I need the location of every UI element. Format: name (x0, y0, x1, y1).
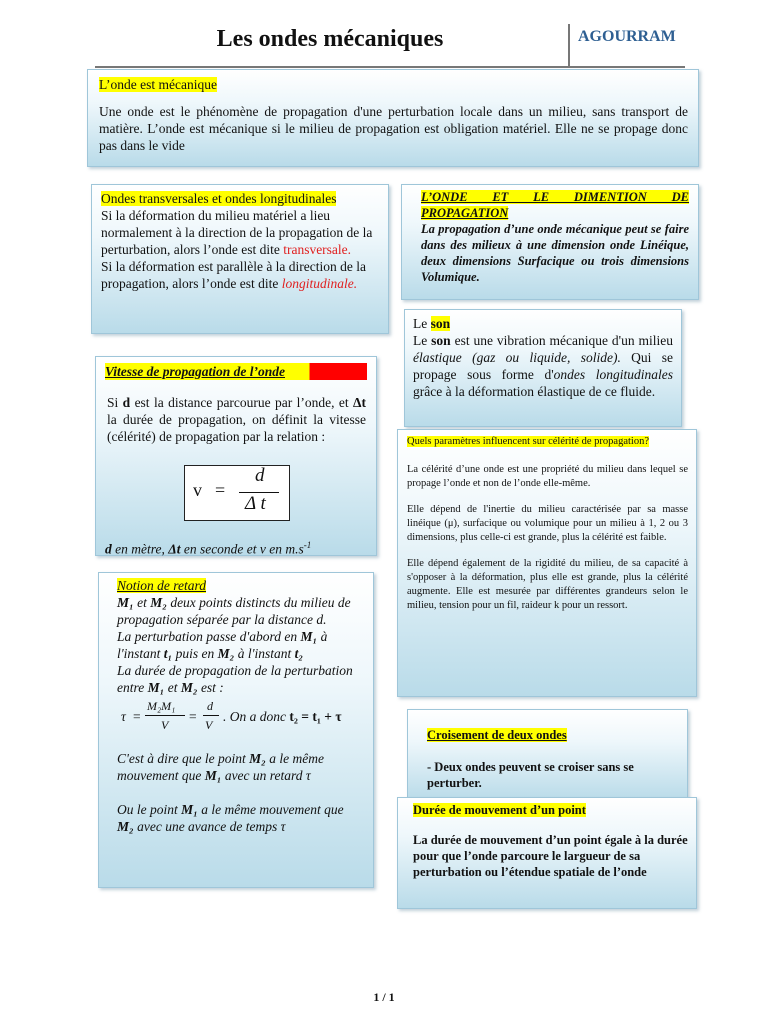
parameters-box (397, 429, 697, 697)
header-divider (568, 24, 570, 68)
types-paragraph-1: Si la déformation du milieu matériel a lieu normalement à la direction de la propagation de la perturbation, alors l’onde est dite transversale. (101, 208, 373, 257)
delay-heading: Notion de retard (117, 578, 206, 593)
delay-box (98, 572, 374, 888)
header-rule (95, 66, 685, 68)
sound-box: Le son Le son est une vibration mécanique d'un milieu élastique (gaz ou liquide, solide). Qui se propage sous forme d'ondes longitudinales grâce à la déformation élastique de ce fluide. (404, 309, 682, 427)
params-paragraph-1: La célérité d’une onde est une propriété du milieu dans lequel se propage l’onde et non de l’onde elle-même. (407, 464, 688, 489)
crossing-text: - Deux ondes peuvent se croiser sans se perturber. (427, 760, 634, 790)
params-paragraph-3: Elle dépend également de la rigidité du milieu, de sa capacité à s'opposer à la déformation, plus elle est grande, plus la célérité augmente. Elle est mesurée par différentes grandeurs selon le milieu, tension pour un fil, raideur k pour un ressort. (407, 558, 688, 611)
delay-line-1: M₁ et M₂ deux points distincts du milieu de propagation séparée par la distance d. (117, 595, 351, 627)
crossing-box (407, 709, 688, 801)
sound-text: Le son est une vibration mécanique d'un milieu élastique (gaz ou liquide, solide). Qui se propage sous forme d'ondes longitudinales grâce à la déformation élastique de ce fluide. (413, 333, 674, 399)
crossing-heading: Croisement de deux ondes (427, 728, 567, 742)
delay-line-4: C'est à dire que le point M₂ a le même mouvement que M₁ avec un retard τ (117, 751, 324, 783)
delay-line-2: La perturbation passe d'abord en M₁ à l'instant t₁ puis en M₂ à l'instant t₂ (117, 629, 328, 661)
author-name: AGOURRAM (578, 28, 676, 45)
types-paragraph-2: Si la déformation est parallèle à la direction de la propagation, alors l’onde est dite longitudinale. (101, 259, 367, 291)
longitudinal-term: longitudinale. (281, 276, 358, 291)
params-paragraph-2: Elle dépend de l'inertie du milieu caractérisée par sa masse linéique (μ), surfacique ou volumique pour un milieu à 1, 2 ou 3 dimensions, plus celle-ci est grande, plus la célérité est faible. (407, 504, 688, 543)
mechanical-heading: L’onde est mécanique (99, 77, 217, 92)
page-number: 1 / 1 (373, 990, 395, 1004)
delay-line-5: Ou le point M₁ a le même mouvement que M₂ avec une avance de temps τ (117, 802, 344, 834)
delay-line-3: La durée de propagation de la perturbation entre M₁ et M₂ est : (117, 663, 353, 695)
speed-units: d en mètre, Δt en seconde et v en $m.s^{-1}$ (105, 540, 312, 557)
dimension-text: La propagation d’une onde mécanique peut se faire dans des milieux à une dimension onde Linéique, deux dimensions Surfacique ou trois dimensions Volumique. (421, 222, 689, 284)
types-heading: Ondes transversales et ondes longitudinales (101, 191, 337, 206)
speed-box (95, 356, 377, 556)
speed-text: Si d est la distance parcourue par l’onde, et Δt la durée de propagation, on définit la vitesse (célérité) de propagation par la relation : (107, 395, 367, 444)
sound-heading: son (430, 316, 451, 331)
duration-box (397, 797, 697, 909)
dimension-box (401, 184, 699, 300)
dimension-heading: L’ONDE ET LE DIMENTION DE PROPAGATION (421, 190, 689, 220)
duration-heading: Durée de mouvement d’un point (413, 803, 586, 817)
page-title: Les ondes mécaniques (216, 26, 444, 52)
duration-text: La durée de mouvement d’un point égale à la durée pour que l’onde parcoure le largueur de sa perturbation ou l’étendue spatiale de l’onde (413, 833, 688, 879)
mechanical-wave-box (87, 69, 699, 167)
speed-heading: Vitesse de propagation de l’onde (105, 363, 367, 380)
params-heading: Quels paramètres influencent sur célérité de propagation? (407, 436, 649, 447)
mechanical-text: Une onde est le phénomène de propagation d'une perturbation locale dans un milieu, sans transport de matière. L’onde est mécanique si le milieu de propagation est obligation matériel. Elle ne se propage donc pas dans le vide (99, 104, 688, 153)
speed-formula: v = d Δ t (184, 465, 290, 521)
wave-types-box (91, 184, 389, 334)
transversal-term: transversale. (283, 242, 352, 257)
delay-equation: τ = M₂M₁ V = d V . On a donc t₂ = t₁ + τ (121, 699, 342, 732)
